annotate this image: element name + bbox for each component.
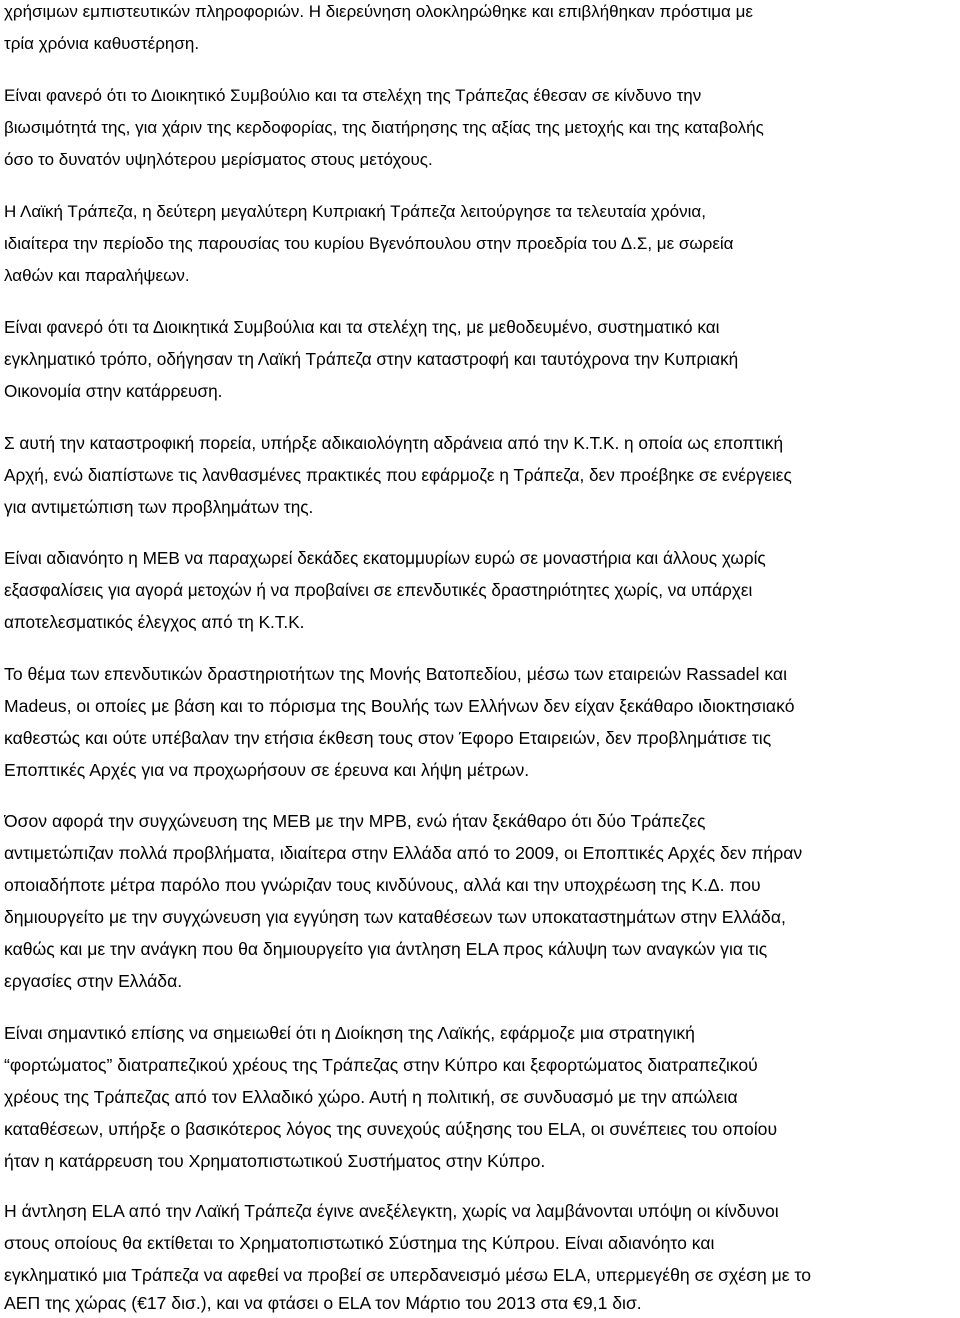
text-line: εγκληματικό τρόπο, οδήγησαν τη Λαϊκή Τράπεζα στην καταστροφή και ταυτόχρονα την Κυπριακή [4,349,739,369]
text-line: εγκληματικό μια Τράπεζα να αφεθεί να προβεί σε υπερδανεισμό μέσω ELA, υπερμεγέθη σε σχέση με το [4,1265,812,1285]
text-line: Σ αυτή την καταστροφική πορεία, υπήρξε αδικαιολόγητη αδράνεια από την Κ.Τ.Κ. η οποία ως εποπτική [4,433,784,453]
text-line: οποιαδήποτε μέτρα παρόλο που γνώριζαν τους κινδύνους, αλλά και την υποχρέωση της Κ.Δ. που [4,875,761,895]
text-line: “φορτώματος” διατραπεζικού χρέους της Τράπεζας στην Κύπρο και ξεφορτώματος διατραπεζικού [4,1055,758,1075]
text-line: καταθέσεων, υπήρξε ο βασικότερος λόγος της συνεχούς αύξησης του ELA, οι συνέπειες του οποίου [4,1119,778,1139]
text-line: Είναι σημαντικό επίσης να σημειωθεί ότι η Διοίκηση της Λαϊκής, εφάρμοζε μια στρατηγική [4,1023,695,1043]
text-line: Είναι φανερό ότι το Διοικητικό Συμβούλιο και τα στελέχη της Τράπεζας έθεσαν σε κίνδυνο την [4,86,702,105]
text-line: τρία χρόνια καθυστέρηση. [4,34,200,53]
text-line: εργασίες στην Ελλάδα. [4,971,183,991]
text-line: Το θέμα των επενδυτικών δραστηριοτήτων της Μονής Βατοπεδίου, μέσω των εταιρειών Rassadel και [4,664,787,684]
text-line: Madeus, οι οποίες με βάση και το πόρισμα της Βουλής των Ελλήνων δεν είχαν ξεκάθαρο ιδιοκτησιακό [4,696,795,716]
text-line: καθώς και με την ανάγκη που θα δημιουργείτο για άντληση ELA προς κάλυψη των αναγκών για τις [4,939,768,959]
text-line: ήταν η κατάρρευση του Χρηματοπιστωτικού Συστήματος στην Κύπρο. [4,1151,546,1171]
text-line: Η Λαϊκή Τράπεζα, η δεύτερη μεγαλύτερη Κυπριακή Τράπεζα λειτούργησε τα τελευταία χρόνια, [4,202,706,221]
text-line: χρέους της Τράπεζας από τον Ελλαδικό χώρο. Αυτή η πολιτική, σε συνδυασμό με την απώλεια [4,1087,738,1107]
text-line: λαθών και παραλήψεων. [4,266,190,285]
text-line: για αντιμετώπιση των προβλημάτων της. [4,497,314,517]
text-line: βιωσιμότητά της, για χάριν της κερδοφορίας, της διατήρησης της αξίας της μετοχής και της καταβολής [4,118,764,137]
text-line: στους οποίους θα εκτίθεται το Χρηματοπιστωτικό Σύστημα της Κύπρου. Είναι αδιανόητο και [4,1233,715,1253]
text-line: Η άντληση ELA από την Λαϊκή Τράπεζα έγινε ανεξέλεγκτη, χωρίς να λαμβάνονται υπόψη οι κίνδυνοι [4,1201,779,1221]
text-line: όσο το δυνατόν υψηλότερου μερίσματος στους μετόχους. [4,150,433,169]
text-line: ΑΕΠ της χώρας (€17 δισ.), και να φτάσει ο ELA τον Μάρτιο του 2013 στα €9,1 δισ. [4,1293,642,1313]
text-line: δημιουργείτο με την συγχώνευση για εγγύηση των καταθέσεων των υποκαταστημάτων στην Ελλάδα, [4,907,786,927]
text-line: Εποπτικές Αρχές για να προχωρήσουν σε έρευνα και λήψη μέτρων. [4,760,530,780]
text-line: αποτελεσματικός έλεγχος από τη Κ.Τ.Κ. [4,612,305,632]
text-line: Είναι αδιανόητο η ΜΕΒ να παραχωρεί δεκάδες εκατομμυρίων ευρώ σε μοναστήρια και άλλους χωρίς [4,548,766,568]
text-line: χρήσιμων εμπιστευτικών πληροφοριών. Η διερεύνηση ολοκληρώθηκε και επιβλήθηκαν πρόστιμα με [4,2,753,21]
text-line: Οικονομία στην κατάρρευση. [4,381,223,401]
text-line: ιδιαίτερα την περίοδο της παρουσίας του κυρίου Βγενόπουλου στην προεδρία του Δ.Σ, με σωρεία [4,234,734,253]
text-line: αντιμετώπιζαν πολλά προβλήματα, ιδιαίτερα στην Ελλάδα από το 2009, οι Εποπτικές Αρχές δεν πήραν [4,843,803,863]
text-line: εξασφαλίσεις για αγορά μετοχών ή να προβαίνει σε επενδυτικές δραστηριότητες χωρίς, να υπάρχει [4,580,753,600]
text-line: Όσον αφορά την συγχώνευση της ΜΕΒ με την ΜΡΒ, ενώ ήταν ξεκάθαρο ότι δύο Τράπεζες [4,811,706,831]
text-line: Είναι φανερό ότι τα Διοικητικά Συμβούλια και τα στελέχη της, με μεθοδευμένο, συστηματικό και [4,317,720,337]
text-line: Αρχή, ενώ διαπίστωνε τις λανθασμένες πρακτικές που εφάρμοζε η Τράπεζα, δεν προέβηκε σε ενέργειες [4,465,792,485]
text-line: καθεστώς και ούτε υπέβαλαν την ετήσια έκθεση τους στον Έφορο Εταιρειών, δεν προβλημάτισε τις [4,728,772,748]
